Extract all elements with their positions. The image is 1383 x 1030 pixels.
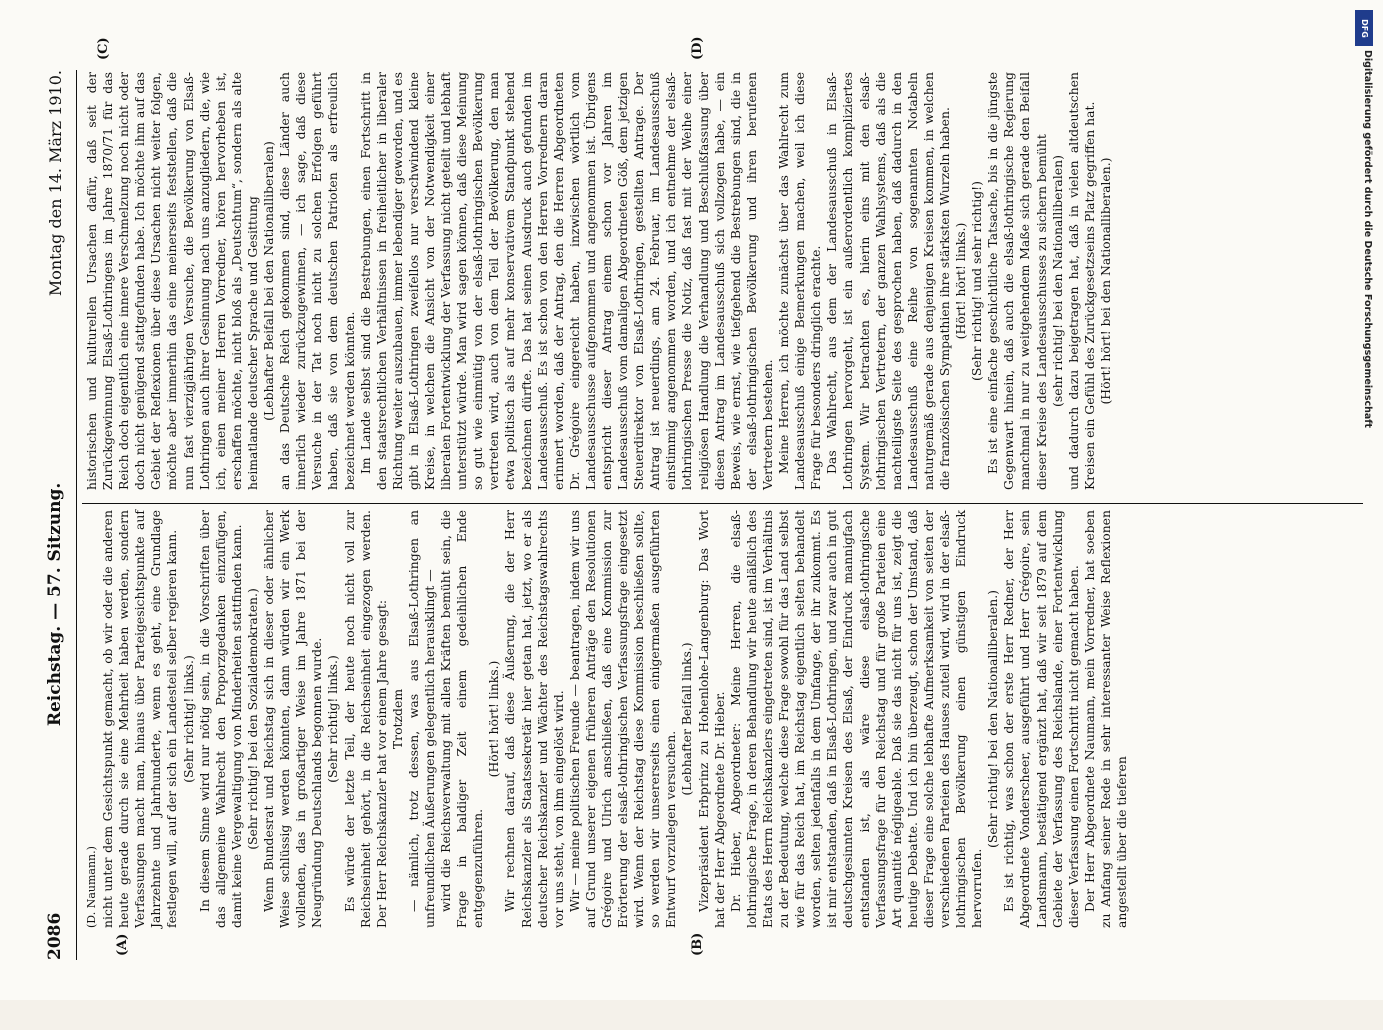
margin-marker-b: (B) (690, 932, 705, 956)
quote-line: Trotzdem (389, 688, 405, 750)
paragraph: Im Lande selbst sind die Bestrebungen, einen Fortschritt in den staatsrechtlichen Verhältnissen in freiheitlicher in liberaler Richtung weiter auszubauen, immer lebendiger geworden, und es gibt in Elsaß-Lothringen zweifellos nur verschwindend kleine Kreise, in welchen die Ansicht von der Notwendigkeit einer liberalen Fortentwicklung der Verfassung nicht geteilt und lebhaft unterstützt würde. Man wird sagen können, daß diese Meinung so gut wie einmütig von der elsaß-lothringischen Bevölkerung vertreten wird, auch von dem Teil der Bevölkerung, den man etwa politisch als auf mehr konservativem Standpunkt stehend bezeichnen dürfte. Das hat seinen Ausdruck auch gefunden im Landesausschuß. Es ist schon von den Herren Vorrednern daran erinnert worden, daß der Antrag, den die Herren Abgeordneten Dr. Grégoire eingereicht haben, inzwischen wörtlich vom Landesausschusse aufgenommen und angenommen ist. Übrigens entspricht dieser Antrag einem schon vor Jahren im Landesausschuß vom damaligen Abgeordneten Göß, dem jetzigen Steuerdirektor von Elsaß-Lothringen, gestellten Antrage. Der Antrag ist neuerdings, am 24. Februar, im Landesausschuß einstimmig angenommen worden, und ich entnehme der elsaß-lothringischen Presse die Notiz, daß fast mit der Weihe einer religiösen Handlung die Verhandlung und Beschlußfassung über diesen Antrag im Landesausschuß sich vollzogen habe, — ein Beweis, wie ernst, wie tiefgehend die Bestrebungen sind, die in der elsaß-lothringischen Bevölkerung und ihren berufenen Vertretern bestehen. (357, 71, 775, 490)
paragraph: nicht unter dem Gesichtspunkt gemacht, ob wir oder die anderen heute gerade durch sie eine Mehrheit haben werden, sondern Verfassungen macht man, hinaus über Parteigesichtspunkte auf Jahrzehnte und Jahrhunderte, wenn es geht, eine Grundlage festlegen will, auf der sich ein Landesteil selber regieren kann. (100, 510, 180, 928)
margin-marker-d: (D) (690, 36, 705, 60)
paragraph: In diesem Sinne wird nur nötig sein, in die Vorschriften über das allgemeine Wahlrecht den Proporzgedanken einzufügen, damit keine Vergewaltigung von Minderheiten stattfinden kann. (196, 510, 244, 928)
margin-marker-c: (C) (96, 37, 111, 60)
interjection: (Sehr richtig! links.) (180, 655, 196, 783)
paragraph: Wir rechnen darauf, daß diese Äußerung, die der Herr Reichskanzler als Staatssekretär hier getan hat, jetzt, wo er als deutscher Reichskanzler und Wächter des Reichstagswahlrechts vor uns steht, von ihm eingelöst wird. (502, 510, 566, 928)
column-separator (82, 503, 1363, 504)
interjection: (Hört! hört! links.) (486, 660, 502, 778)
chair-announcement: Vizepräsident Erbprinz zu Hohenlohe-Langenburg: Das Wort hat der Herr Abgeordnete Dr. Hieber. (695, 510, 727, 928)
interjection: (Hört! hört! bei den Nationalliberalen.) (1097, 157, 1113, 405)
digitization-credit (1355, 10, 1375, 990)
paragraph: historischen und kulturellen Ursachen dafür, daß seit der Zurückgewinnung Elsaß-Lothringens im Jahre 1870/71 für das Reich doch eigentlich eine innere Verschmelzung noch nicht oder doch nicht genügend stattgefunden habe. Ich möchte ihm auf das Gebiet der Reflexionen über diese Ursachen nicht weiter folgen, möchte aber immerhin das eine meinerseits feststellen, daß die nun fast vierzigjährigen Versuche, die Bevölkerung von Elsaß-Lothringen auch ihrer Gesinnung nach uns anzugliedern, die, wie ich, einen meiner Herren Vorredner, hören hervorheben ist, erschaffen möchte, nicht bloß als „Deutschtum“, sondern als alte heimatlande deutscher Sprache und Gesittung (84, 72, 260, 490)
paragraph: Wenn Bundesrat und Reichstag sich in dieser oder ähnlicher Weise schlüssig werden könnten, dann würden wir ein Werk vollenden, das in großartiger Weise im Jahre 1871 bei der Neugründung Deutschlands begonnen wurde. (261, 510, 325, 928)
interjection: (Sehr richtig! bei den Nationalliberalen.) (985, 590, 1001, 848)
interjection: (Hört! hört! links.) (953, 222, 969, 340)
paragraph: Es ist eine einfache geschichtliche Tatsache, bis in die jüngste Gegenwart hinein, daß auch die elsaß-lothringische Regierung manchmal in nur zu weitgehendem Maße sich gerade den Beifall dieser Kreise des Landesausschusses zu sichern bemüht (985, 72, 1049, 490)
speaker-tag: (D. Naumann.) (85, 846, 98, 928)
page-header (40, 70, 70, 960)
interjection: (Lebhafter Beifall links.) (679, 642, 695, 796)
paragraph: und dadurch dazu beigetragen hat, daß in vielen altdeutschen Kreisen ein Gefühl des Zurückgesetzseins Platz gegriffen hat. (1065, 72, 1097, 490)
interjection: (Sehr richtig! links.) (325, 655, 341, 783)
paragraph: Dr. Hieber, Abgeordneter: Meine Herren, die elsaß-lothringische Frage, in deren Behandlung wir heute anläßlich des Etats des Herrn Reichskanzlers eingetreten sind, ist im Verhältnis zu der Bedeutung, welche diese Frage sowohl für das Land selbst wie für das Reich hat, im Reichstag eigentlich selten behandelt worden, selten jedenfalls in dem Umfange, der ihr zukommt. Es ist mir entstanden, daß in Elsaß-Lothringen, und zwar auch in gut deutschgesinnten Kreisen des Elsaß, der Eindruck mannigfach entstanden ist, als wäre diese elsaß-lothringische Verfassungsfrage für den Reichstag und für große Parteien eine Art quantité négligeable. Daß sie das nicht für uns ist, zeigt die heutige Debatte. Und ich bin überzeugt, schon der Umstand, daß dieser Frage eine solche lebhafte Aufmerksamkeit von seiten der verschiedenen Parteien des Hauses zuteil wird, wird in der elsaß-lothringischen Bevölkerung einen günstigen Eindruck hervorrufen. (727, 510, 985, 928)
right-column (84, 72, 1114, 490)
paragraph: Das Wahlrecht, aus dem der Landesausschuß in Elsaß-Lothringen hervorgeht, ist ein außerordentlich kompliziertes System. Wir betrachten es, hierin eins mit den elsaß-lothringischen Vertretern, der ganzen Wahlsystems, daß als die nachteiligste Seite des gesprochen haben, daß dadurch in den Landesausschuß eine Reihe von sogenannten Notabeln naturgemäß gerade aus denjenigen Kreisen kommen, in welchen die französischen Sympathien ihre stärksten Wurzeln haben. (824, 72, 952, 490)
paragraph: Der Herr Abgeordnete Naumann, mein Vorredner, hat soeben zu Anfang seiner Rede in sehr interessanter Weise Reflexionen angestellt über die tieferen (1081, 510, 1129, 928)
paragraph: Es würde der letzte Teil, der heute noch nicht voll zur Reichseinheit gehört, in die Reichseinheit eingezogen werden. Der Herr Reichskanzler hat vor einem Jahre gesagt: (341, 510, 389, 928)
dfg-logo: DFG (1355, 10, 1373, 46)
left-column (84, 510, 1130, 928)
interjection: (Lebhafter Beifall bei den Nationalliberalen) (261, 141, 277, 421)
session-date: Montag den 14. März 1910. (45, 70, 65, 297)
quote-aside: — nämlich, trotz dessen, was aus Elsaß-Lothringen an unfreundlichen Äußerungen gelegentlich herausklingt — (405, 510, 437, 928)
credit-text: Digitalisierung gefördert durch die Deutsche Forschungsgemeinschaft (1362, 50, 1373, 428)
header-rule (76, 70, 77, 960)
paragraph: Es ist richtig, was schon der erste Herr Redner, der Herr Abgeordnete Vonderscheer, ausgeführt und Herr Grégoire, sein Landsmann, bestätigend ergänzt hat, daß wir seit 1879 auf dem Gebiete der Verfassung des Reichslande, einer Fortentwicklung dieser Verfassung einen Fortschritt nicht gemacht haben. (1001, 510, 1081, 928)
interjection: (Sehr richtig! bei den Sozialdemokraten.) (244, 588, 260, 850)
quote: wird die Reichsverwaltung mit allen Kräften bemüht sein, die Frage in baldiger Zeit einem gedeihlichen Ende entgegenzuführen. (438, 510, 486, 928)
paragraph: Wir — meine politischen Freunde — beantragen, indem wir uns auf Grund unserer eigenen früheren Anträge den Resolutionen Grégoire und Ulrich anschließen, daß eine Kommission zur Erörterung der elsaß-lothringischen Verfassungsfrage eingesetzt wird. Wenn der Reichstag diese Kommission beschließen sollte, so werden wir unsererseits einen einigermaßen ausgeführten Entwurf vorzulegen versuchen. (566, 510, 679, 928)
interjection: (Sehr richtig! und sehr richtig!) (969, 181, 985, 381)
margin-marker-a: (A) (115, 933, 130, 956)
session-title: Reichstag. — 57. Sitzung. (45, 482, 65, 727)
paragraph: Meine Herren, ich möchte zunächst über das Wahlrecht zum Landesausschuß einige Bemerkungen machen, weil ich diese Frage für besonders dringlich erachte. (776, 72, 824, 490)
interjection: (sehr richtig! bei den Nationalliberalen) (1049, 155, 1065, 407)
paragraph: an das Deutsche Reich gekommen sind, diese Länder auch innerlich wieder zurückzugewinnen, — ich sage, daß diese Versuche in der Tat noch nicht zu solchen Erfolgen geführt haben, daß sie von dem deutschen Patrioten als erfreulich bezeichnet werden könnten. (277, 72, 357, 490)
page-number: 2086 (45, 912, 65, 960)
